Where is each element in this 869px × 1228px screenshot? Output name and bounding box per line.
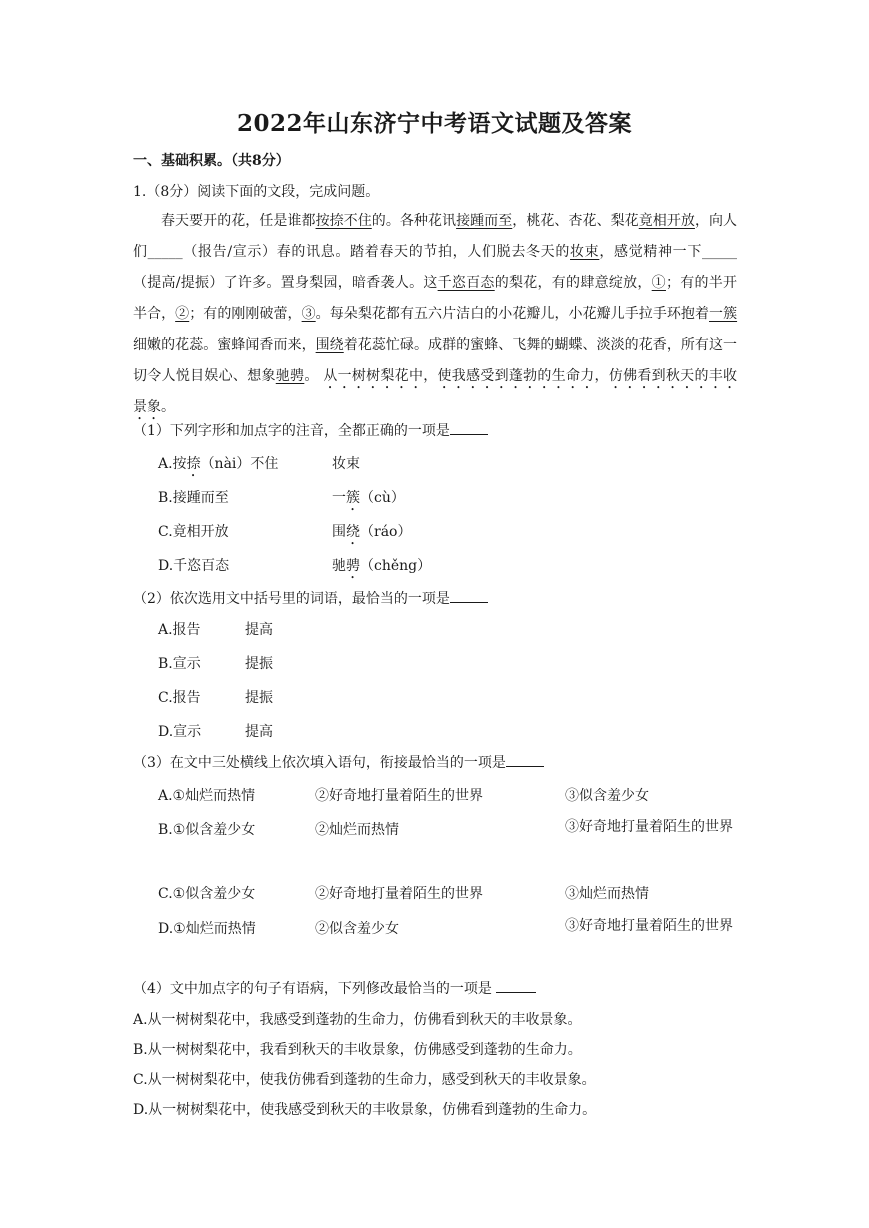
option-1d-word: 驰骋（chěng） bbox=[332, 558, 432, 574]
underlined-word: 驰骋 bbox=[275, 368, 305, 384]
passage-text: 春天要开的花，任是谁都 bbox=[161, 213, 316, 229]
section-heading: 一、基础积累。（共8分） bbox=[133, 153, 290, 169]
answer-blank bbox=[506, 752, 544, 767]
option-1c-word: 围绕（ráo） bbox=[332, 524, 412, 540]
option-4c: C.从一树树梨花中，使我仿佛看到蓬勃的生命力，感受到秋天的丰收景象。 bbox=[133, 1072, 596, 1088]
option-3b-part2: ②灿烂而热情 bbox=[315, 822, 399, 838]
question-stem: （2）依次选用文中括号里的词语，最恰当的一项是 bbox=[133, 591, 450, 607]
blank-marker-3: ③ bbox=[301, 306, 316, 322]
option-2d: D.宣示 bbox=[158, 724, 202, 740]
option-3b: B.①似含羞少女 bbox=[158, 822, 256, 838]
answer-blank bbox=[496, 978, 536, 993]
blank-marker-2: ② bbox=[175, 306, 190, 322]
passage-text: ，向人们_____（报告/宣示）春的讯息。踏着春天的节拍，人们脱去冬天的 bbox=[133, 213, 738, 260]
option-2b-word: 提振 bbox=[245, 656, 273, 672]
passage-text: ，桃花、杏花、梨花 bbox=[512, 213, 639, 229]
option-2d-word: 提高 bbox=[245, 724, 273, 740]
sub-question-3 bbox=[133, 752, 544, 772]
option-3a: A.①灿烂而热情 bbox=[158, 788, 256, 804]
option-3a-part3: ③似含羞少女 bbox=[565, 788, 649, 804]
option-4a: A.从一树树梨花中，我感受到蓬勃的生命力，仿佛看到秋天的丰收景象。 bbox=[133, 1012, 582, 1028]
page-title: 2022年山东济宁中考语文试题及答案 bbox=[236, 110, 632, 137]
option-4b: B.从一树树梨花中，我看到秋天的丰收景象，仿佛感受到蓬勃的生命力。 bbox=[133, 1042, 582, 1058]
option-1b: B.接踵而至 bbox=[158, 490, 229, 506]
underlined-word: 接踵而至 bbox=[456, 213, 513, 229]
passage-text: 的。各种花讯 bbox=[371, 213, 457, 229]
option-3c: C.①似含羞少女 bbox=[158, 886, 256, 902]
option-1a: A.按捺（nài）不住 bbox=[158, 456, 279, 472]
option-3d-part2: ②似含羞少女 bbox=[315, 921, 399, 937]
option-2c: C.报告 bbox=[158, 690, 201, 706]
question-stem: （1）下列字形和加点字的注音，全都正确的一项是 bbox=[133, 423, 450, 439]
option-3c-part3: ③灿烂而热情 bbox=[565, 886, 649, 902]
answer-blank bbox=[450, 420, 488, 435]
underlined-word: 一簇 bbox=[709, 306, 738, 322]
passage-text: ，感觉精神一下_____（提高/提振）了许多。置身梨园，暗香袭人。这 bbox=[133, 244, 738, 291]
passage-text: 的梨花，有的肆意绽放， bbox=[494, 275, 652, 291]
option-2b: B.宣示 bbox=[158, 656, 201, 672]
option-3c-part2: ②好奇地打量着陌生的世界 bbox=[315, 886, 483, 902]
underlined-word: 千恣百态 bbox=[437, 275, 495, 291]
option-1c: C.竟相开放 bbox=[158, 524, 229, 540]
underlined-word: 围绕 bbox=[315, 337, 344, 353]
sub-question-4 bbox=[133, 978, 536, 998]
passage-text: ；有的半开半合， bbox=[133, 275, 738, 322]
option-3d-part3: ③好奇地打量着陌生的世界 bbox=[565, 918, 733, 934]
underlined-word: 按捺不住 bbox=[315, 213, 372, 229]
option-3b-part3: ③好奇地打量着陌生的世界 bbox=[565, 819, 733, 835]
passage-text: ；有的刚刚破蕾， bbox=[189, 306, 302, 322]
underlined-word: 妆束 bbox=[570, 244, 600, 260]
question-1-stem: 1.（8分）阅读下面的文段，完成问题。 bbox=[133, 184, 380, 200]
passage-text: 着花蕊忙碌。成群的蜜蜂、飞舞的蝴蝶、淡淡的花香，所有这一切令人悦目娱心、想象 bbox=[133, 337, 738, 384]
reading-passage bbox=[133, 206, 737, 423]
sub-question-2 bbox=[133, 588, 488, 608]
underlined-word: 竟相开放 bbox=[638, 213, 695, 229]
passage-text: 。 bbox=[304, 368, 324, 384]
passage-text: 细嫩的花蕊。蜜蜂闻香而来， bbox=[133, 337, 316, 353]
option-4d: D.从一树树梨花中，使我感受到秋天的丰收景象，仿佛看到蓬勃的生命力。 bbox=[133, 1102, 597, 1118]
option-3a-part2: ②好奇地打量着陌生的世界 bbox=[315, 788, 483, 804]
question-stem: （4）文中加点字的句子有语病，下列修改最恰当的一项是 bbox=[133, 981, 492, 997]
answer-blank bbox=[450, 588, 488, 603]
option-1a-word: 妆束 bbox=[332, 456, 360, 472]
sub-question-1 bbox=[133, 420, 488, 440]
dotted-sentence: 从一树树梨花中，使我感受到蓬勃的生命力，仿佛看到秋天的丰收景象。 bbox=[133, 368, 738, 415]
blank-marker-1: ① bbox=[651, 275, 666, 291]
option-1d: D.千恣百态 bbox=[158, 558, 230, 574]
option-2a: A.报告 bbox=[158, 622, 201, 638]
passage-text: 。每朵梨花都有五六片洁白的小花瓣儿，小花瓣儿手拉手环抱着 bbox=[315, 306, 710, 322]
question-stem: （3）在文中三处横线上依次填入语句，衔接最恰当的一项是 bbox=[133, 755, 506, 771]
option-1b-word: 一簇（cù） bbox=[332, 490, 405, 506]
option-3d: D.①灿烂而热情 bbox=[158, 921, 256, 937]
option-2a-word: 提高 bbox=[245, 622, 273, 638]
option-2c-word: 提振 bbox=[245, 690, 273, 706]
